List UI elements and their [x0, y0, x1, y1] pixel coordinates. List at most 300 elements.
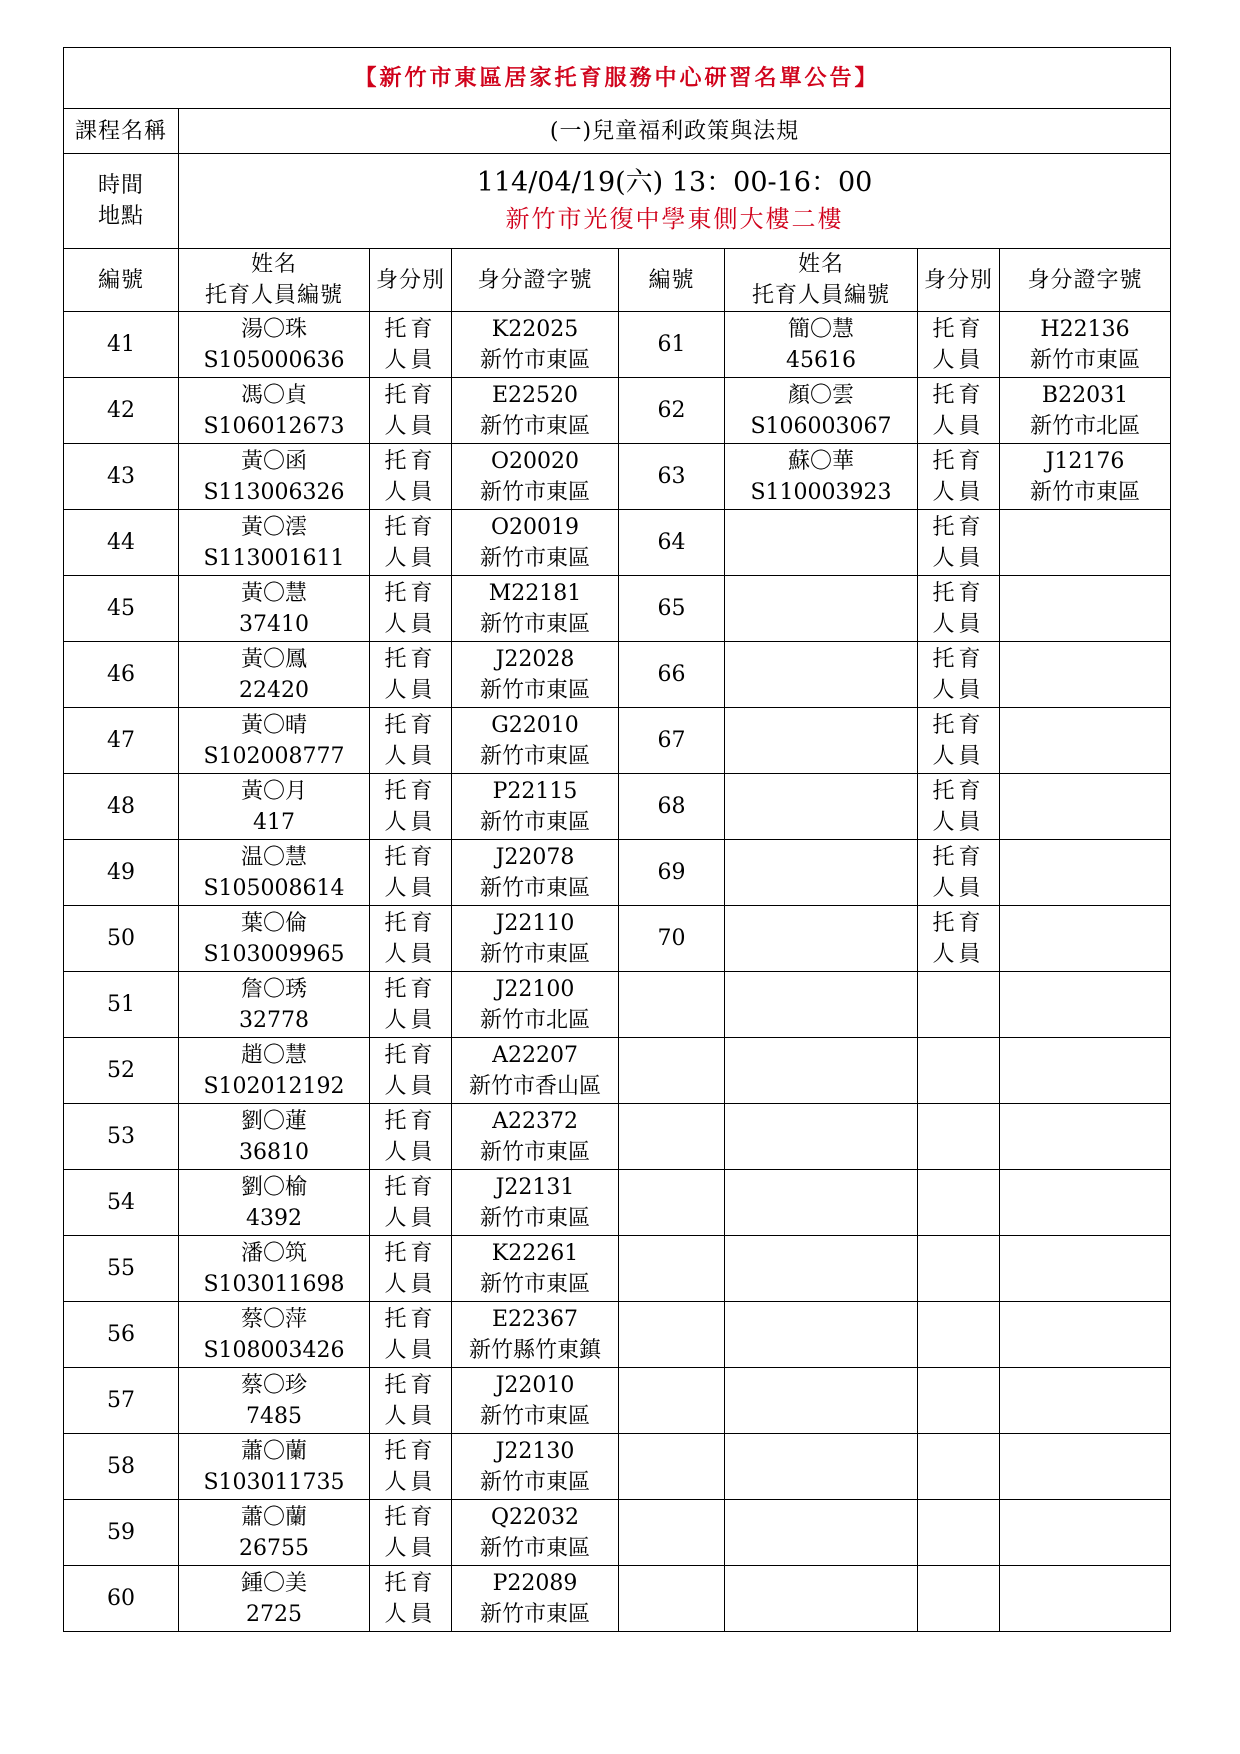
- table-row: [64, 378, 1171, 444]
- right-name-cell: [725, 1302, 918, 1368]
- role-line2: 人員: [384, 1073, 437, 1099]
- left-id-cell: [452, 1170, 619, 1236]
- role-line2: 人員: [932, 413, 985, 439]
- left-row-number: 51: [64, 972, 179, 1038]
- right-role-cell: [918, 444, 1000, 510]
- right-id-cell: [1000, 1104, 1171, 1170]
- left-id-cell: [452, 576, 619, 642]
- left-role-cell: [370, 1236, 452, 1302]
- left-id-cell: [452, 972, 619, 1038]
- right-name-cell: [725, 840, 918, 906]
- right-role-cell: [918, 1302, 1000, 1368]
- role-line2: 人員: [932, 809, 985, 835]
- left-name-cell: [179, 1566, 370, 1632]
- table-row: [64, 840, 1171, 906]
- id-area: 新竹縣竹東鎮: [468, 1337, 601, 1363]
- role-line1: 托育: [384, 778, 437, 804]
- caregiver-code: S108003426: [203, 1337, 345, 1363]
- left-id-cell: [452, 774, 619, 840]
- person-name: 黃〇慧: [240, 580, 307, 606]
- role-line1: 托育: [384, 580, 437, 606]
- caregiver-code: S103011698: [203, 1271, 345, 1297]
- person-name: 蔡〇萍: [240, 1306, 307, 1332]
- right-id-cell: [1000, 1236, 1171, 1302]
- table-row: [64, 774, 1171, 840]
- right-row-number: 68: [619, 774, 725, 840]
- table-row: [64, 1236, 1171, 1302]
- right-name-cell: [725, 642, 918, 708]
- right-name-cell: [725, 1236, 918, 1302]
- table-row: [64, 1500, 1171, 1566]
- left-name-cell: [179, 1302, 370, 1368]
- left-name-cell: [179, 1236, 370, 1302]
- right-row-number: [619, 1302, 725, 1368]
- id-area: 新竹市東區: [479, 677, 590, 703]
- left-role-cell: [370, 510, 452, 576]
- left-name-cell: [179, 774, 370, 840]
- right-role-cell: [918, 1500, 1000, 1566]
- role-line1: 托育: [932, 844, 985, 870]
- header-id-right: 身分證字號: [1000, 249, 1171, 312]
- id-area: 新竹市東區: [479, 743, 590, 769]
- left-name-cell: [179, 708, 370, 774]
- right-row-number: 67: [619, 708, 725, 774]
- left-role-cell: [370, 708, 452, 774]
- left-name-cell: [179, 1038, 370, 1104]
- id-code: J22010: [495, 1372, 575, 1398]
- right-name-cell: [725, 1368, 918, 1434]
- right-row-number: 64: [619, 510, 725, 576]
- right-row-number: [619, 1104, 725, 1170]
- header-name-right-line1: 姓名: [797, 252, 844, 277]
- id-area: 新竹市北區: [479, 1007, 590, 1033]
- role-line1: 托育: [384, 1174, 437, 1200]
- person-name: 詹〇琇: [240, 976, 307, 1002]
- id-area: 新竹市東區: [479, 611, 590, 637]
- person-name: 劉〇蓮: [240, 1108, 307, 1134]
- id-area: 新竹市東區: [479, 875, 590, 901]
- table-row: [64, 1302, 1171, 1368]
- role-line2: 人員: [384, 1139, 437, 1165]
- left-row-number: 60: [64, 1566, 179, 1632]
- left-role-cell: [370, 906, 452, 972]
- right-id-cell: [1000, 510, 1171, 576]
- id-code: J22131: [495, 1174, 575, 1200]
- right-name-cell: [725, 444, 918, 510]
- role-line1: 托育: [384, 1438, 437, 1464]
- caregiver-code: S105000636: [203, 347, 345, 373]
- header-name-line1: 姓名: [250, 252, 297, 277]
- id-code: G22010: [491, 712, 579, 738]
- header-role: 身分別: [370, 249, 452, 312]
- left-name-cell: [179, 312, 370, 378]
- header-name: [179, 249, 370, 312]
- left-role-cell: [370, 1368, 452, 1434]
- role-line2: 人員: [384, 809, 437, 835]
- left-row-number: 43: [64, 444, 179, 510]
- caregiver-code: 417: [253, 809, 295, 835]
- left-row-number: 57: [64, 1368, 179, 1434]
- left-name-cell: [179, 972, 370, 1038]
- column-header-row: [64, 249, 1171, 312]
- right-id-cell: [1000, 1368, 1171, 1434]
- left-row-number: 55: [64, 1236, 179, 1302]
- id-area: 新竹市北區: [1030, 413, 1141, 439]
- caregiver-code: S102008777: [203, 743, 345, 769]
- role-line2: 人員: [932, 611, 985, 637]
- caregiver-code: 22420: [239, 677, 309, 703]
- right-row-number: [619, 1566, 725, 1632]
- caregiver-code: 4392: [246, 1205, 302, 1231]
- table-row: [64, 1038, 1171, 1104]
- left-row-number: 42: [64, 378, 179, 444]
- course-label: 課程名稱: [64, 109, 179, 154]
- role-line1: 托育: [932, 580, 985, 606]
- course-name: (一)兒童福利政策與法規: [179, 109, 1171, 154]
- left-name-cell: [179, 906, 370, 972]
- right-role-cell: [918, 312, 1000, 378]
- id-code: Q22032: [490, 1504, 580, 1530]
- right-id-cell: [1000, 1500, 1171, 1566]
- caregiver-code: 37410: [239, 611, 309, 637]
- right-id-cell: [1000, 1566, 1171, 1632]
- id-code: P22089: [492, 1570, 578, 1596]
- id-area: 新竹市東區: [479, 1601, 590, 1627]
- right-role-cell: [918, 1566, 1000, 1632]
- left-row-number: 56: [64, 1302, 179, 1368]
- table-row: [64, 1104, 1171, 1170]
- role-line2: 人員: [932, 347, 985, 373]
- right-name-cell: [725, 906, 918, 972]
- header-id: 身分證字號: [452, 249, 619, 312]
- role-line2: 人員: [932, 743, 985, 769]
- right-row-number: 69: [619, 840, 725, 906]
- role-line2: 人員: [384, 875, 437, 901]
- left-id-cell: [452, 378, 619, 444]
- left-row-number: 45: [64, 576, 179, 642]
- table-row: [64, 1368, 1171, 1434]
- left-row-number: 53: [64, 1104, 179, 1170]
- table-row: [64, 444, 1171, 510]
- right-id-cell: [1000, 642, 1171, 708]
- caregiver-code: S103011735: [203, 1469, 345, 1495]
- id-code: M22181: [488, 580, 582, 606]
- left-id-cell: [452, 906, 619, 972]
- right-role-cell: [918, 378, 1000, 444]
- left-role-cell: [370, 576, 452, 642]
- role-line1: 托育: [384, 514, 437, 540]
- right-name-cell: [725, 1038, 918, 1104]
- role-line2: 人員: [384, 1535, 437, 1561]
- right-row-number: [619, 1038, 725, 1104]
- left-name-cell: [179, 1170, 370, 1236]
- right-name-cell: [725, 1104, 918, 1170]
- left-role-cell: [370, 1170, 452, 1236]
- right-id-cell: [1000, 840, 1171, 906]
- left-id-cell: [452, 1236, 619, 1302]
- right-role-cell: [918, 1236, 1000, 1302]
- left-row-number: 44: [64, 510, 179, 576]
- role-line2: 人員: [384, 941, 437, 967]
- role-line1: 托育: [384, 382, 437, 408]
- role-line2: 人員: [384, 1007, 437, 1033]
- left-name-cell: [179, 1434, 370, 1500]
- left-row-number: 54: [64, 1170, 179, 1236]
- table-row: [64, 1566, 1171, 1632]
- id-area: 新竹市香山區: [468, 1073, 601, 1099]
- right-id-cell: [1000, 906, 1171, 972]
- right-row-number: 65: [619, 576, 725, 642]
- right-name-cell: [725, 972, 918, 1038]
- left-id-cell: [452, 444, 619, 510]
- role-line1: 托育: [384, 976, 437, 1002]
- person-name: 黃〇晴: [240, 712, 307, 738]
- table-row: [64, 906, 1171, 972]
- left-row-number: 59: [64, 1500, 179, 1566]
- id-area: 新竹市東區: [479, 545, 590, 571]
- venue-value: 新竹市光復中學東側大樓二樓: [505, 205, 844, 233]
- time-venue-label: [64, 154, 179, 249]
- caregiver-code: 36810: [239, 1139, 309, 1165]
- role-line1: 托育: [384, 448, 437, 474]
- table-row: [64, 312, 1171, 378]
- right-id-cell: [1000, 1434, 1171, 1500]
- id-area: 新竹市東區: [479, 1205, 590, 1231]
- caregiver-code: 26755: [239, 1535, 309, 1561]
- header-role-right: 身分別: [918, 249, 1000, 312]
- id-code: O20020: [490, 448, 580, 474]
- left-id-cell: [452, 1368, 619, 1434]
- left-role-cell: [370, 312, 452, 378]
- right-row-number: 70: [619, 906, 725, 972]
- id-code: B22031: [1041, 382, 1129, 408]
- right-name-cell: [725, 708, 918, 774]
- right-role-cell: [918, 1434, 1000, 1500]
- right-id-cell: [1000, 312, 1171, 378]
- header-name-right: [725, 249, 918, 312]
- caregiver-code: 45616: [786, 347, 856, 373]
- id-code: J22100: [495, 976, 575, 1002]
- right-id-cell: [1000, 1038, 1171, 1104]
- left-name-cell: [179, 510, 370, 576]
- right-role-cell: [918, 642, 1000, 708]
- person-name: 黃〇函: [240, 448, 307, 474]
- role-line1: 托育: [384, 1042, 437, 1068]
- table-row: [64, 1434, 1171, 1500]
- time-label: 時間: [97, 173, 144, 198]
- right-id-cell: [1000, 576, 1171, 642]
- role-line1: 托育: [932, 778, 985, 804]
- role-line2: 人員: [932, 479, 985, 505]
- person-name: 潘〇筑: [240, 1240, 307, 1266]
- caregiver-code: 32778: [239, 1007, 309, 1033]
- role-line2: 人員: [384, 611, 437, 637]
- id-code: J22110: [495, 910, 575, 936]
- id-code: K22261: [491, 1240, 579, 1266]
- role-line2: 人員: [932, 941, 985, 967]
- right-row-number: [619, 1368, 725, 1434]
- table-row: [64, 576, 1171, 642]
- person-name: 蘇〇華: [787, 448, 854, 474]
- left-role-cell: [370, 774, 452, 840]
- right-role-cell: [918, 576, 1000, 642]
- right-role-cell: [918, 1038, 1000, 1104]
- role-line1: 托育: [384, 1570, 437, 1596]
- person-name: 湯〇珠: [240, 316, 307, 342]
- role-line2: 人員: [384, 347, 437, 373]
- right-role-cell: [918, 906, 1000, 972]
- role-line1: 托育: [932, 382, 985, 408]
- left-name-cell: [179, 444, 370, 510]
- right-row-number: [619, 1170, 725, 1236]
- id-code: J12176: [1045, 448, 1125, 474]
- table-row: [64, 510, 1171, 576]
- role-line2: 人員: [384, 1403, 437, 1429]
- id-code: E22520: [491, 382, 579, 408]
- right-role-cell: [918, 1104, 1000, 1170]
- caregiver-code: S113001611: [203, 545, 345, 571]
- table-row: [64, 1170, 1171, 1236]
- right-role-cell: [918, 708, 1000, 774]
- left-id-cell: [452, 1302, 619, 1368]
- left-name-cell: [179, 840, 370, 906]
- header-no-right: 編號: [619, 249, 725, 312]
- left-id-cell: [452, 1038, 619, 1104]
- person-name: 黃〇澐: [240, 514, 307, 540]
- person-name: 蔡〇珍: [240, 1372, 307, 1398]
- right-name-cell: [725, 576, 918, 642]
- role-line2: 人員: [384, 1469, 437, 1495]
- left-id-cell: [452, 312, 619, 378]
- role-line1: 托育: [932, 712, 985, 738]
- left-name-cell: [179, 378, 370, 444]
- right-id-cell: [1000, 774, 1171, 840]
- right-role-cell: [918, 840, 1000, 906]
- id-area: 新竹市東區: [1030, 479, 1141, 505]
- person-name: 顏〇雲: [787, 382, 854, 408]
- right-name-cell: [725, 1170, 918, 1236]
- role-line1: 托育: [384, 1240, 437, 1266]
- role-line2: 人員: [932, 677, 985, 703]
- left-name-cell: [179, 1500, 370, 1566]
- right-row-number: 62: [619, 378, 725, 444]
- left-id-cell: [452, 840, 619, 906]
- left-id-cell: [452, 1566, 619, 1632]
- roster-table: [63, 47, 1171, 1632]
- id-area: 新竹市東區: [479, 1271, 590, 1297]
- caregiver-code: S103009965: [203, 941, 345, 967]
- left-name-cell: [179, 576, 370, 642]
- id-area: 新竹市東區: [479, 1469, 590, 1495]
- role-line2: 人員: [384, 1271, 437, 1297]
- id-code: J22078: [495, 844, 575, 870]
- right-id-cell: [1000, 444, 1171, 510]
- right-name-cell: [725, 1566, 918, 1632]
- role-line1: 托育: [932, 448, 985, 474]
- role-line2: 人員: [932, 875, 985, 901]
- caregiver-code: S106003067: [750, 413, 892, 439]
- right-row-number: [619, 1434, 725, 1500]
- page-title: 【新竹市東區居家托育服務中心研習名單公告】: [64, 48, 1171, 109]
- left-role-cell: [370, 1500, 452, 1566]
- left-row-number: 50: [64, 906, 179, 972]
- right-id-cell: [1000, 708, 1171, 774]
- table-row: [64, 708, 1171, 774]
- caregiver-code: S113006326: [203, 479, 345, 505]
- caregiver-code: S105008614: [203, 875, 345, 901]
- id-code: K22025: [491, 316, 579, 342]
- role-line2: 人員: [384, 1337, 437, 1363]
- id-area: 新竹市東區: [1030, 347, 1141, 373]
- right-id-cell: [1000, 378, 1171, 444]
- left-role-cell: [370, 1104, 452, 1170]
- left-role-cell: [370, 972, 452, 1038]
- role-line1: 托育: [932, 646, 985, 672]
- right-row-number: 61: [619, 312, 725, 378]
- left-id-cell: [452, 510, 619, 576]
- person-name: 鍾〇美: [240, 1570, 307, 1596]
- right-row-number: [619, 1500, 725, 1566]
- id-code: O20019: [490, 514, 580, 540]
- left-row-number: 46: [64, 642, 179, 708]
- caregiver-code: S102012192: [203, 1073, 345, 1099]
- table-row: [64, 972, 1171, 1038]
- left-id-cell: [452, 642, 619, 708]
- right-id-cell: [1000, 1170, 1171, 1236]
- left-name-cell: [179, 642, 370, 708]
- left-role-cell: [370, 1434, 452, 1500]
- id-code: P22115: [492, 778, 578, 804]
- caregiver-code: S106012673: [203, 413, 345, 439]
- role-line2: 人員: [384, 479, 437, 505]
- id-area: 新竹市東區: [479, 479, 590, 505]
- left-role-cell: [370, 444, 452, 510]
- role-line1: 托育: [384, 844, 437, 870]
- id-code: A22207: [492, 1042, 578, 1068]
- header-no: 編號: [64, 249, 179, 312]
- right-name-cell: [725, 774, 918, 840]
- header-name-right-line2: 托育人員編號: [751, 283, 890, 308]
- role-line2: 人員: [384, 1601, 437, 1627]
- left-id-cell: [452, 1434, 619, 1500]
- person-name: 劉〇榆: [240, 1174, 307, 1200]
- left-role-cell: [370, 378, 452, 444]
- person-name: 簡〇慧: [787, 316, 854, 342]
- id-area: 新竹市東區: [479, 1139, 590, 1165]
- role-line1: 托育: [932, 910, 985, 936]
- right-name-cell: [725, 510, 918, 576]
- person-name: 馮〇貞: [240, 382, 307, 408]
- left-id-cell: [452, 1500, 619, 1566]
- right-role-cell: [918, 1368, 1000, 1434]
- left-name-cell: [179, 1368, 370, 1434]
- right-role-cell: [918, 510, 1000, 576]
- id-area: 新竹市東區: [479, 1535, 590, 1561]
- id-area: 新竹市東區: [479, 1403, 590, 1429]
- person-name: 黃〇月: [240, 778, 307, 804]
- role-line1: 托育: [384, 712, 437, 738]
- left-role-cell: [370, 642, 452, 708]
- left-row-number: 49: [64, 840, 179, 906]
- right-row-number: 66: [619, 642, 725, 708]
- right-role-cell: [918, 774, 1000, 840]
- right-row-number: [619, 972, 725, 1038]
- role-line1: 托育: [384, 1306, 437, 1332]
- role-line2: 人員: [384, 413, 437, 439]
- id-code: J22130: [495, 1438, 575, 1464]
- person-name: 趙〇慧: [240, 1042, 307, 1068]
- left-id-cell: [452, 1104, 619, 1170]
